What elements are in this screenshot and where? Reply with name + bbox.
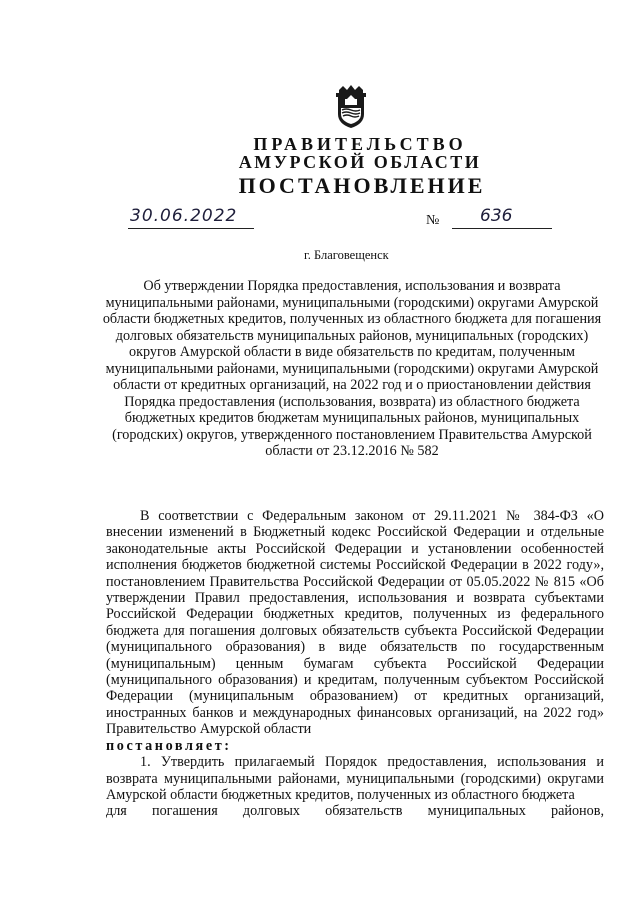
handwritten-date: 30.06.2022 bbox=[130, 206, 238, 226]
handwritten-number: 636 bbox=[480, 206, 513, 226]
date-field bbox=[128, 206, 254, 229]
region-title: АМУРСКОЙ ОБЛАСТИ bbox=[238, 152, 482, 172]
document-type: ПОСТАНОВЛЕНИЕ bbox=[238, 173, 486, 198]
city-label: г. Благовещенск bbox=[304, 248, 389, 262]
government-title: ПРАВИТЕЛЬСТВО bbox=[253, 134, 467, 154]
point-1-continuation: для погашения долговых обязательств муниципальных районов, bbox=[106, 803, 604, 820]
coat-of-arms-icon bbox=[330, 84, 372, 130]
number-field bbox=[452, 206, 552, 229]
point-1-paragraph: 1. Утвердить прилагаемый Порядок предоставления, использования и возврата муниципальными районами, муниципальными (городскими) округами Амурской области бюджетных кредитов, полученных из областного бюджета bbox=[106, 754, 604, 803]
number-sign: № bbox=[426, 213, 440, 228]
resolve-word: постановляет: bbox=[106, 737, 232, 754]
preamble-paragraph: В соответствии с Федеральным законом от 29.11.2021 № 384-ФЗ «О внесении изменений в Бюджетный кодекс Российской Федерации и отдельные законодательные акты Российской Федерации и установлении особенностей исполнения бюджетов бюджетной системы Российской Федерации в 2022 году», постановлением Правительства Российской Федерации от 05.05.2022 № 815 «Об утверждении Правил предоставления, использования и возврата субъектами Российской Федерации бюджетных кредитов, полученных из федерального бюджета для погашения долговых обязательств субъекта Российской Федерации (муниципального образования) в виде обязательств по государственным (муниципальным) ценным бумагам субъекта Российской Федерации (муниципального образования) и кредитам, полученным субъектом Российской Федерации (муниципальным образованием) от кредитных организаций, иностранных банков и международных финансовых организаций, на 2022 год» Правительство Амурской области bbox=[106, 508, 604, 738]
document-body bbox=[106, 508, 604, 820]
document-title: Об утверждении Порядка предоставления, использования и возврата муниципальными районами, муниципальными (городскими) округами Амурской области бюджетных кредитов, полученных из областного бюджета для погашения долговых обязательств муниципальных районов, муниципальных (городских) округов Амурской области в виде обязательств по кредитам, полученным муниципальными районами, муниципальными (городскими) округами Амурской области от кредитных организаций, на 2022 год и о приостановлении действия Порядка предоставления (использования, возврата) из областного бюджета бюджетных кредитов бюджетам муниципальных районов, муниципальных (городских) округов, утвержденного постановлением Правительства Амурской области от 23.12.2016 № 582 bbox=[102, 278, 602, 459]
